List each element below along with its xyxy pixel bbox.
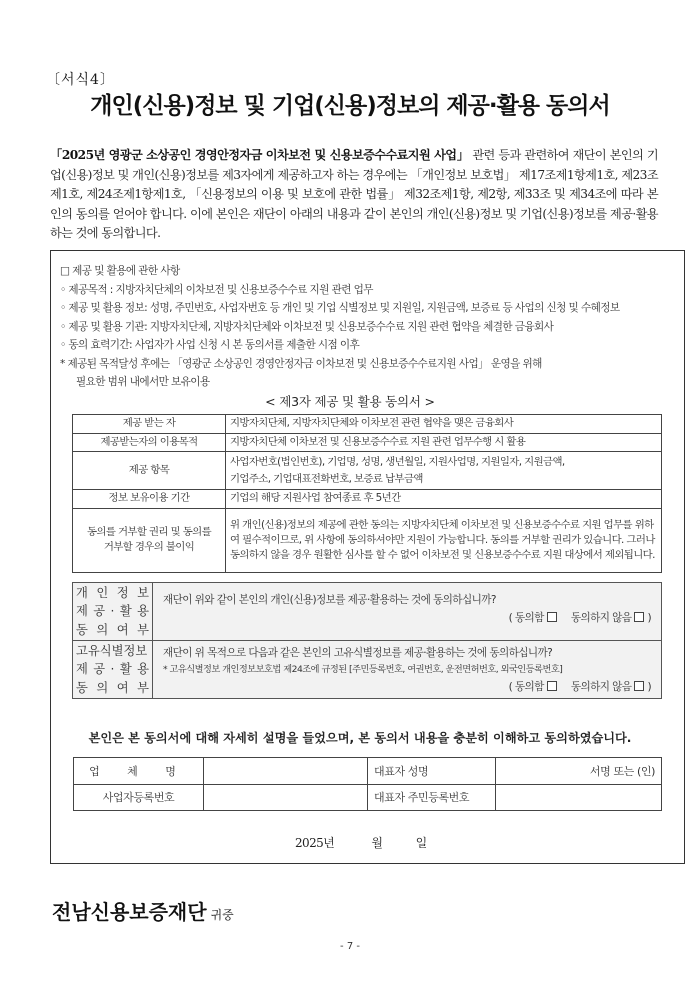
section-heading: □ 제공 및 활용에 관한 사항 — [60, 265, 180, 277]
row-label: 제공 받는 자 — [73, 415, 226, 434]
signature-row — [74, 784, 662, 811]
rep-name-label: 대표자 성명 — [368, 758, 496, 785]
biz-reg-label: 사업자등록번호 — [74, 784, 204, 811]
date-year: 2025년 — [295, 836, 335, 850]
row-value: 위 개인(신용)정보의 제공에 관한 동의는 지방자치단체 이차보전 및 신용보증수수료 지원 업무를 위하여 필수적이므로, 위 사항에 동의하셔야만 지원이 가능합니다. 동의를 거부할 권리가 있습니다. 그러나 동의하지 않을 경우 원활한 심사를 할 수 없어 이차보전 및 신용보증수수료 지원 대상에서 제외됩니다. — [226, 508, 662, 572]
unique-id-note: * 고유식별정보 개인정보보호법 제24조에 규정된 [주민등록번호, 여권번호, 운전면허번호, 외국인등록번호] — [163, 663, 563, 675]
unique-id-consent-label — [73, 641, 153, 699]
agree-label: 동의함 — [514, 611, 544, 624]
section-item-institution: ◦ 제공 및 활용 기관: 지방자치단체, 지방자치단체와 이차보전 및 신용보증수수료 지원 관련 협약을 체결한 금융회사 — [60, 320, 554, 333]
confirmation-statement: 본인은 본 동의서에 대해 자세히 설명을 들었으며, 본 동의서 내용을 충분히 이해하고 동의하였습니다. — [88, 731, 632, 745]
signature-row — [74, 758, 662, 785]
signature-table — [73, 757, 662, 811]
row-value — [226, 452, 662, 490]
consent-table — [72, 582, 662, 699]
date-day: 일 — [415, 836, 427, 850]
row-label: 정보 보유이용 기간 — [73, 490, 226, 509]
personal-consent-label — [73, 583, 153, 641]
unique-id-agree-checkbox[interactable] — [547, 681, 557, 691]
rep-id-label: 대표자 주민등록번호 — [368, 784, 496, 811]
agree-label: 동의함 — [514, 680, 544, 693]
disagree-label: 동의하지 않음 — [570, 611, 632, 624]
personal-consent-row — [73, 583, 662, 641]
form-number: 〔서식4〕 — [46, 72, 115, 88]
company-name-field[interactable] — [204, 758, 368, 785]
unique-id-consent-options — [163, 678, 651, 696]
rep-id-field[interactable] — [496, 784, 662, 811]
company-name-label: 업 체 명 — [74, 758, 204, 785]
table-row — [73, 452, 662, 490]
personal-consent-question: 재단이 위와 같이 본인의 개인(신용)정보를 제공·활용하는 것에 동의하십니까? — [163, 593, 496, 606]
row-label: 제공받는자의 이용목적 — [73, 433, 226, 452]
paren-open: ( — [508, 680, 513, 693]
unique-id-consent-question: 재단이 위 목적으로 다음과 같은 본인의 고유식별정보를 제공·활용하는 것에 동의하십니까? — [163, 646, 553, 659]
row-value-line2: 기업주소, 기업대표전화번호, 보증료 납부금액 — [230, 472, 423, 485]
third-party-table-title: < 제3자 제공 및 활용 동의서 > — [265, 394, 435, 409]
section-item-validity: ◦ 동의 효력기간: 사업자가 사업 신청 시 본 동의서를 제출한 시점 이후 — [60, 339, 360, 351]
row-label-line2: 거부할 경우의 불이익 — [103, 541, 195, 553]
personal-disagree-checkbox[interactable] — [634, 612, 644, 622]
unique-id-consent-row — [73, 641, 662, 699]
intro-text: 관련 등과 관련하여 재단이 본인의 기업(신용)정보 및 개인(신용)정보를 제3자에게 제공하고자 하는 경우에는 「개인정보 보호법」 제17조제1항제1호, 제23조제1호, 제24조제1항제1호, 「신용정보의 이용 및 보호에 관한 법률」 제32조제1항, 제2항, 제33조 및 제34조에 따라 본인의 동의를 얻어야 합니다. 이에 본인은 재단이 아래의 내용과 같이 본인의 개인(신용)정보 및 기업(신용)정보를 제공·활용하는 것에 동의합니다. — [50, 148, 659, 240]
recipient-suffix: 귀중 — [210, 908, 234, 922]
section-note: * 제공된 목적달성 후에는 「영광군 소상공인 경영안정자금 이차보전 및 신용보증수수료지원 사업」 운영을 위해 — [60, 357, 542, 370]
row-value: 지방자치단체 이차보전 및 신용보증수수료 지원 관련 업무수행 시 활용 — [226, 433, 662, 452]
date-month: 월 — [371, 836, 383, 850]
provision-section — [60, 262, 680, 392]
table-row — [73, 433, 662, 452]
page-number: - 7 - — [340, 941, 360, 952]
table-row — [73, 415, 662, 434]
recipient — [52, 896, 234, 925]
personal-agree-checkbox[interactable] — [547, 612, 557, 622]
table-row — [73, 490, 662, 509]
third-party-table — [72, 414, 662, 573]
recipient-name: 전남신용보증재단 — [52, 900, 207, 924]
paren-close: ) — [647, 680, 651, 693]
row-value-line1: 사업자번호(법인번호), 기업명, 성명, 생년월일, 지원사업명, 지원일자, 지원금액, — [230, 455, 565, 468]
label-line: 동 의 여 부 — [76, 622, 149, 637]
section-item-info: ◦ 제공 및 활용 정보: 성명, 주민번호, 사업자번호 등 개인 및 기업 식별정보 및 지원일, 지원금액, 보증료 등 사업의 신청 및 수혜정보 — [60, 302, 620, 314]
label-line: 동 의 여 부 — [76, 680, 149, 695]
paren-open: ( — [508, 611, 513, 624]
disagree-label: 동의하지 않음 — [570, 680, 632, 693]
row-label-line1: 동의를 거부할 권리 및 동의를 — [86, 525, 212, 538]
label-line: 제 공 · 활 용 — [76, 662, 149, 677]
section-item-purpose: ◦ 제공목적 : 지방자치단체의 이차보전 및 신용보증수수료 지원 관련 업무 — [60, 283, 373, 296]
document-title: 개인(신용)정보 및 기업(신용)정보의 제공·활용 동의서 — [90, 93, 610, 119]
label-line: 고유식별정보 — [76, 643, 148, 658]
table-row — [73, 508, 662, 572]
label-line: 제 공 · 활 용 — [76, 604, 149, 619]
label-line: 개 인 정 보 — [76, 585, 149, 600]
biz-reg-field[interactable] — [204, 784, 368, 811]
unique-id-disagree-checkbox[interactable] — [634, 681, 644, 691]
signing-date — [295, 834, 427, 851]
personal-consent-body — [153, 583, 662, 641]
rep-signature-field[interactable]: 서명 또는 (인) — [496, 758, 662, 785]
row-label — [73, 508, 226, 572]
intro-paragraph — [50, 146, 658, 244]
personal-consent-options — [163, 609, 651, 627]
row-value: 기업의 해당 지원사업 참여종료 후 5년간 — [226, 490, 662, 509]
section-note-cont: 필요한 범위 내에서만 보유이용 — [76, 376, 210, 388]
row-label: 제공 항목 — [73, 452, 226, 490]
intro-project-name: 「2025년 영광군 소상공인 경영안정자금 이차보전 및 신용보증수수료지원 사업」 — [50, 148, 469, 162]
row-value: 지방자치단체, 지방자치단체와 이차보전 관련 협약을 맺은 금융회사 — [226, 415, 662, 434]
paren-close: ) — [647, 611, 651, 624]
unique-id-consent-body — [153, 641, 662, 699]
